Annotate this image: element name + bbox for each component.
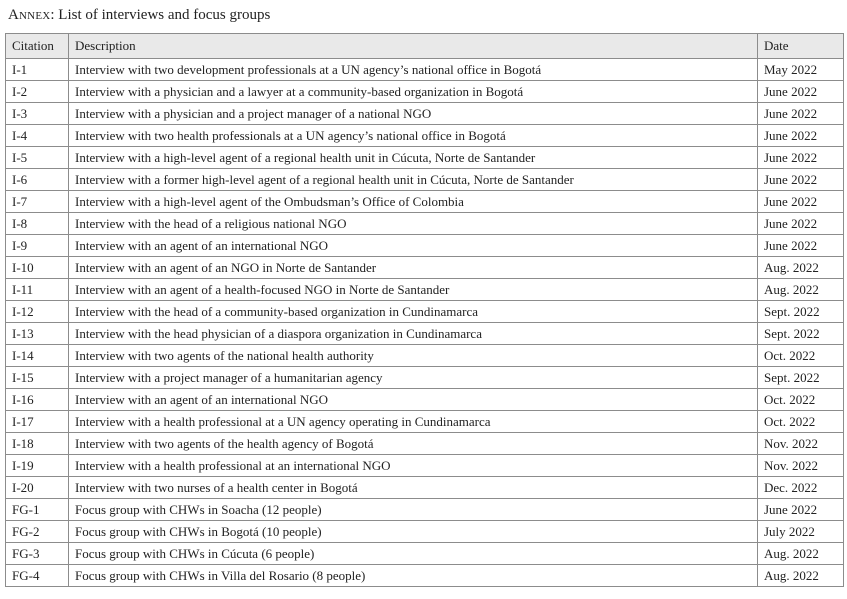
description-cell: Interview with an agent of an NGO in Norte de Santander — [69, 257, 758, 279]
date-cell: June 2022 — [758, 191, 844, 213]
interviews-table — [5, 33, 844, 587]
header-description: Description — [69, 34, 758, 59]
table-row — [6, 257, 844, 279]
date-cell: Sept. 2022 — [758, 323, 844, 345]
table-row — [6, 301, 844, 323]
date-cell: Aug. 2022 — [758, 257, 844, 279]
date-cell: Nov. 2022 — [758, 433, 844, 455]
date-cell: June 2022 — [758, 103, 844, 125]
description-cell: Interview with two agents of the health agency of Bogotá — [69, 433, 758, 455]
annex-label: Annex — [8, 7, 51, 23]
date-cell: Nov. 2022 — [758, 455, 844, 477]
table-row — [6, 125, 844, 147]
description-cell: Interview with two development professionals at a UN agency’s national office in Bogotá — [69, 59, 758, 81]
table-row — [6, 543, 844, 565]
citation-cell: I-19 — [6, 455, 69, 477]
table-row — [6, 235, 844, 257]
citation-cell: I-1 — [6, 59, 69, 81]
citation-cell: I-10 — [6, 257, 69, 279]
citation-cell: I-14 — [6, 345, 69, 367]
description-cell: Focus group with CHWs in Soacha (12 people) — [69, 499, 758, 521]
table-row — [6, 499, 844, 521]
citation-cell: I-7 — [6, 191, 69, 213]
description-cell: Interview with a former high-level agent of a regional health unit in Cúcuta, Norte de Santander — [69, 169, 758, 191]
description-cell: Focus group with CHWs in Cúcuta (6 people) — [69, 543, 758, 565]
date-cell: June 2022 — [758, 213, 844, 235]
date-cell: June 2022 — [758, 169, 844, 191]
date-cell: Sept. 2022 — [758, 301, 844, 323]
date-cell: June 2022 — [758, 81, 844, 103]
citation-cell: FG-3 — [6, 543, 69, 565]
citation-cell: I-2 — [6, 81, 69, 103]
table-row — [6, 433, 844, 455]
date-cell: Aug. 2022 — [758, 279, 844, 301]
description-cell: Interview with a high-level agent of a regional health unit in Cúcuta, Norte de Santander — [69, 147, 758, 169]
description-cell: Interview with a physician and a project manager of a national NGO — [69, 103, 758, 125]
date-cell: Oct. 2022 — [758, 389, 844, 411]
table-row — [6, 103, 844, 125]
table-row — [6, 323, 844, 345]
description-cell: Interview with a physician and a lawyer at a community-based organization in Bogotá — [69, 81, 758, 103]
description-cell: Interview with the head of a community-based organization in Cundinamarca — [69, 301, 758, 323]
description-cell: Interview with an agent of an international NGO — [69, 235, 758, 257]
citation-cell: I-5 — [6, 147, 69, 169]
table-row — [6, 147, 844, 169]
date-cell: Sept. 2022 — [758, 367, 844, 389]
table-row — [6, 213, 844, 235]
table-row — [6, 367, 844, 389]
table-row — [6, 477, 844, 499]
annex-title-text: : List of interviews and focus groups — [50, 7, 271, 23]
citation-cell: FG-4 — [6, 565, 69, 587]
citation-cell: FG-1 — [6, 499, 69, 521]
description-cell: Focus group with CHWs in Villa del Rosario (8 people) — [69, 565, 758, 587]
description-cell: Interview with the head of a religious national NGO — [69, 213, 758, 235]
date-cell: June 2022 — [758, 499, 844, 521]
description-cell: Interview with two agents of the national health authority — [69, 345, 758, 367]
citation-cell: I-8 — [6, 213, 69, 235]
date-cell: June 2022 — [758, 147, 844, 169]
table-row — [6, 59, 844, 81]
citation-cell: I-15 — [6, 367, 69, 389]
description-cell: Interview with the head physician of a diaspora organization in Cundinamarca — [69, 323, 758, 345]
table-row — [6, 521, 844, 543]
table-body — [6, 59, 844, 587]
table-row — [6, 411, 844, 433]
citation-cell: I-16 — [6, 389, 69, 411]
date-cell: June 2022 — [758, 125, 844, 147]
table-row — [6, 279, 844, 301]
citation-cell: I-3 — [6, 103, 69, 125]
citation-cell: I-11 — [6, 279, 69, 301]
citation-cell: I-17 — [6, 411, 69, 433]
table-row — [6, 565, 844, 587]
date-cell: Aug. 2022 — [758, 543, 844, 565]
description-cell: Interview with an agent of a health-focused NGO in Norte de Santander — [69, 279, 758, 301]
description-cell: Interview with a health professional at a UN agency operating in Cundinamarca — [69, 411, 758, 433]
table-row — [6, 191, 844, 213]
header-citation: Citation — [6, 34, 69, 59]
date-cell: Oct. 2022 — [758, 411, 844, 433]
citation-cell: I-12 — [6, 301, 69, 323]
table-row — [6, 455, 844, 477]
description-cell: Interview with an agent of an international NGO — [69, 389, 758, 411]
table-row — [6, 389, 844, 411]
citation-cell: I-6 — [6, 169, 69, 191]
citation-cell: I-18 — [6, 433, 69, 455]
description-cell: Interview with two nurses of a health center in Bogotá — [69, 477, 758, 499]
description-cell: Interview with a health professional at an international NGO — [69, 455, 758, 477]
date-cell: Dec. 2022 — [758, 477, 844, 499]
citation-cell: I-13 — [6, 323, 69, 345]
date-cell: Oct. 2022 — [758, 345, 844, 367]
table-row — [6, 81, 844, 103]
description-cell: Interview with two health professionals at a UN agency’s national office in Bogotá — [69, 125, 758, 147]
date-cell: May 2022 — [758, 59, 844, 81]
date-cell: Aug. 2022 — [758, 565, 844, 587]
table-row — [6, 345, 844, 367]
citation-cell: I-20 — [6, 477, 69, 499]
date-cell: June 2022 — [758, 235, 844, 257]
annex-title — [8, 5, 270, 25]
description-cell: Interview with a high-level agent of the Ombudsman’s Office of Colombia — [69, 191, 758, 213]
citation-cell: I-9 — [6, 235, 69, 257]
date-cell: July 2022 — [758, 521, 844, 543]
description-cell: Focus group with CHWs in Bogotá (10 people) — [69, 521, 758, 543]
table-header-row — [6, 34, 844, 59]
table-row — [6, 169, 844, 191]
description-cell: Interview with a project manager of a humanitarian agency — [69, 367, 758, 389]
header-date: Date — [758, 34, 844, 59]
citation-cell: FG-2 — [6, 521, 69, 543]
citation-cell: I-4 — [6, 125, 69, 147]
